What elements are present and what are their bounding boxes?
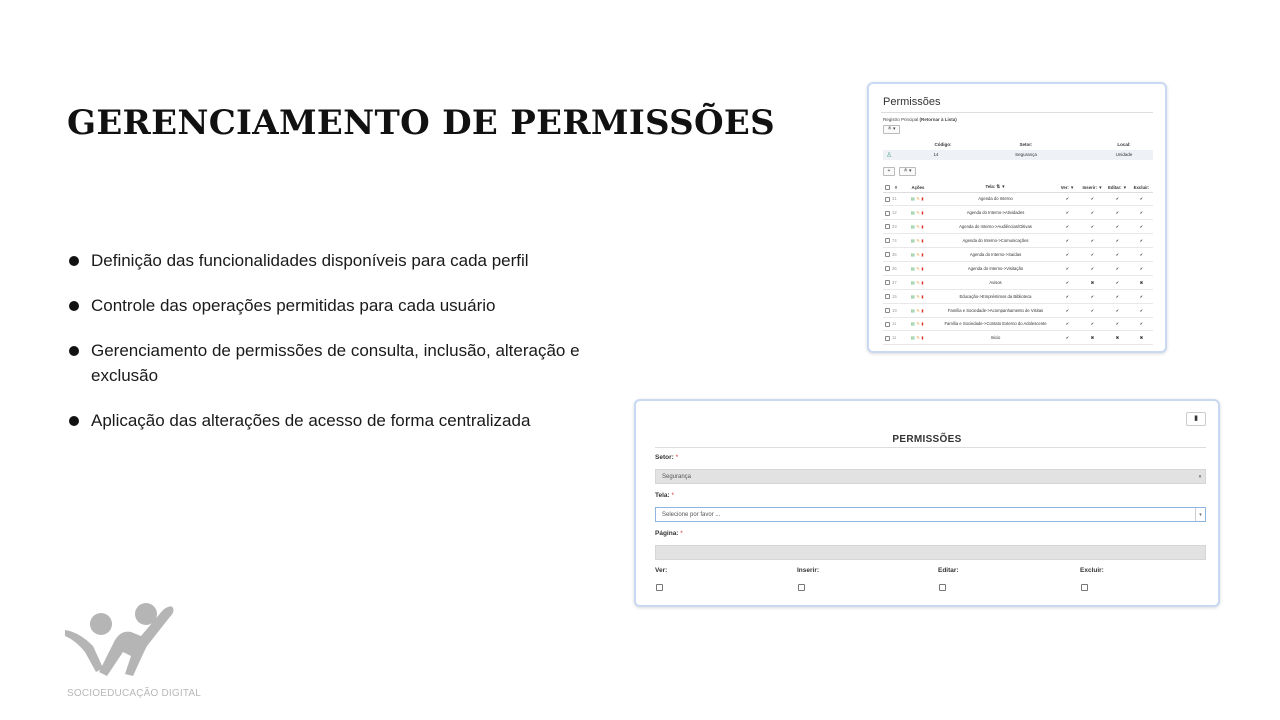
- row-actions: [900, 289, 936, 303]
- row-excluir-status: ✖: [1130, 331, 1153, 345]
- view-icon[interactable]: ▤: [910, 210, 917, 216]
- row-checkbox[interactable]: [885, 197, 890, 202]
- row-inserir-status: ✔: [1080, 206, 1105, 220]
- row-actions: [900, 261, 936, 275]
- record-header: [883, 142, 1153, 149]
- return-to-list-link[interactable]: (Retornar à Lista): [919, 117, 957, 122]
- row-excluir-status: ✔: [1130, 192, 1153, 206]
- select-all-checkbox[interactable]: [885, 185, 890, 190]
- slide-title: GERENCIAMENTO DE PERMISSÕES: [67, 103, 775, 143]
- table-row[interactable]: [883, 317, 1153, 331]
- setor-header: Setor:: [1019, 142, 1033, 147]
- row-tela: Família e Sociedade->Contato Externo do Adolescente: [936, 317, 1055, 331]
- view-icon[interactable]: ▤: [910, 293, 917, 299]
- row-excluir-status: ✔: [1130, 303, 1153, 317]
- edit-icon[interactable]: ✎: [916, 265, 922, 271]
- row-actions: [900, 234, 936, 248]
- bullet-dot-icon: [69, 416, 79, 426]
- pagina-label: Página: *: [655, 530, 683, 537]
- row-ver-status: ✔: [1055, 275, 1080, 289]
- tela-select[interactable]: Selecione por favor ... ▾: [655, 507, 1206, 522]
- delete-icon[interactable]: ▮: [921, 252, 926, 257]
- row-actions: [900, 248, 936, 262]
- editar-label: Editar:: [938, 567, 959, 574]
- row-actions: [900, 206, 936, 220]
- edit-icon[interactable]: ✎: [916, 224, 922, 230]
- form-title: PERMISSÕES: [892, 434, 962, 445]
- codigo-header: Código:: [934, 142, 952, 147]
- row-actions: [900, 275, 936, 289]
- row-tela: Agenda do Interno->Comunicações: [936, 234, 1055, 248]
- bullet-list: [68, 248, 608, 453]
- row-tela: Agenda do Interno->Atividades: [936, 206, 1055, 220]
- row-actions: [900, 317, 936, 331]
- row-actions: [900, 331, 936, 345]
- row-checkbox-cell: [883, 275, 892, 289]
- row-tela: Avisos: [936, 275, 1055, 289]
- tela-column-header[interactable]: Tela: ⇅ ▼: [936, 183, 1055, 192]
- excluir-column-header[interactable]: Excluir:: [1130, 183, 1153, 192]
- excluir-label: Excluir:: [1080, 567, 1104, 574]
- view-icon[interactable]: ▤: [910, 307, 917, 313]
- permissions-list-screenshot: [867, 82, 1167, 353]
- row-ver-status: ✔: [1055, 331, 1080, 345]
- view-icon[interactable]: ▤: [910, 224, 917, 230]
- row-editar-status: ✔: [1105, 220, 1130, 234]
- edit-icon[interactable]: ✎: [916, 210, 922, 216]
- row-number: 36: [892, 261, 900, 275]
- ver-checkbox[interactable]: [656, 584, 663, 591]
- bullet-dot-icon: [69, 346, 79, 356]
- delete-icon[interactable]: ▮: [921, 210, 926, 216]
- row-checkbox[interactable]: [885, 211, 890, 216]
- row-inserir-status: ✔: [1080, 261, 1105, 275]
- row-inserir-status: ✔: [1080, 234, 1105, 248]
- edit-icon[interactable]: ✎: [916, 335, 922, 341]
- row-ver-status: ✔: [1055, 289, 1080, 303]
- list-title: Permissões: [883, 96, 941, 108]
- row-actions: [900, 220, 936, 234]
- permissions-table: [883, 183, 1153, 345]
- row-checkbox[interactable]: [885, 252, 890, 257]
- table-row[interactable]: [883, 220, 1153, 234]
- edit-icon[interactable]: ✎: [916, 252, 922, 257]
- bullet-item: Gerenciamento de permissões de consulta, inclusão, alteração e exclusão: [68, 338, 608, 388]
- row-checkbox[interactable]: [885, 336, 890, 341]
- row-inserir-status: ✔: [1080, 303, 1105, 317]
- view-icon[interactable]: ▤: [910, 196, 917, 202]
- row-checkbox-cell: [883, 289, 892, 303]
- row-excluir-status: ✔: [1130, 206, 1153, 220]
- setor-select: Segurança ▾: [655, 469, 1206, 484]
- edit-icon[interactable]: ✎: [916, 196, 922, 202]
- record-menu-button[interactable]: ≗ ▾: [883, 125, 900, 134]
- view-icon[interactable]: ▤: [910, 265, 917, 271]
- pagina-field: [655, 545, 1206, 560]
- row-checkbox-cell: [883, 303, 892, 317]
- ver-column-header[interactable]: Ver: ▼: [1055, 183, 1080, 192]
- row-inserir-status: ✔: [1080, 289, 1105, 303]
- bullet-item: Definição das funcionalidades disponíveis para cada perfil: [68, 248, 608, 273]
- table-row[interactable]: [883, 206, 1153, 220]
- editar-checkbox[interactable]: [939, 584, 946, 591]
- table-row[interactable]: [883, 234, 1153, 248]
- footer-brand-text: SOCIOEDUCAÇÃO DIGITAL: [67, 688, 202, 699]
- row-editar-status: ✔: [1105, 261, 1130, 275]
- row-checkbox[interactable]: [885, 322, 890, 327]
- row-ver-status: ✔: [1055, 192, 1080, 206]
- view-icon[interactable]: ▤: [910, 252, 917, 257]
- logo-icon: [63, 602, 185, 676]
- bullet-item: Controle das operações permitidas para cada usuário: [68, 293, 608, 318]
- row-number: 15: [892, 289, 900, 303]
- row-excluir-status: ✔: [1130, 234, 1153, 248]
- setor-label: Setor: *: [655, 454, 679, 461]
- row-checkbox[interactable]: [885, 238, 890, 243]
- inserir-label: Inserir:: [797, 567, 820, 574]
- bullet-dot-icon: [69, 301, 79, 311]
- edit-icon[interactable]: ✎: [916, 321, 922, 327]
- row-inserir-status: ✔: [1080, 220, 1105, 234]
- delete-icon[interactable]: ▮: [921, 293, 926, 299]
- table-row[interactable]: [883, 192, 1153, 206]
- row-excluir-status: ✖: [1130, 275, 1153, 289]
- row-excluir-status: ✔: [1130, 220, 1153, 234]
- row-editar-status: ✖: [1105, 331, 1130, 345]
- table-row[interactable]: [883, 289, 1153, 303]
- row-editar-status: ✔: [1105, 303, 1130, 317]
- view-icon[interactable]: ▤: [910, 279, 917, 285]
- edit-icon[interactable]: ✎: [916, 279, 922, 285]
- table-row[interactable]: [883, 248, 1153, 262]
- codigo-value: 14: [933, 152, 939, 157]
- row-editar-status: ✔: [1105, 317, 1130, 331]
- editar-column-header[interactable]: Editar: ▼: [1105, 183, 1130, 192]
- row-ver-status: ✔: [1055, 234, 1080, 248]
- actions-column-header: Ações: [900, 183, 936, 192]
- setor-value: Segurança: [1015, 152, 1037, 157]
- row-checkbox[interactable]: [885, 294, 890, 299]
- row-actions: [900, 303, 936, 317]
- row-ver-status: ✔: [1055, 206, 1080, 220]
- row-checkbox-cell: [883, 220, 892, 234]
- row-checkbox[interactable]: [885, 266, 890, 271]
- row-checkbox-cell: [883, 317, 892, 331]
- delete-icon[interactable]: ▮: [921, 265, 926, 271]
- view-icon[interactable]: ▤: [910, 335, 917, 341]
- chevron-down-icon: ▾: [1198, 474, 1202, 480]
- delete-icon[interactable]: ▮: [921, 335, 926, 341]
- form-title-divider: [655, 447, 1206, 448]
- row-inserir-status: ✖: [1080, 275, 1105, 289]
- row-checkbox-cell: [883, 331, 892, 345]
- excluir-checkbox[interactable]: [1081, 584, 1088, 591]
- edit-icon[interactable]: ✎: [916, 238, 922, 244]
- row-number: 11: [892, 317, 900, 331]
- row-tela: Agenda do Interno->Audiências/Oitivas: [936, 220, 1055, 234]
- row-editar-status: ✔: [1105, 275, 1130, 289]
- row-number: 31: [892, 192, 900, 206]
- local-header: Local:: [1117, 142, 1131, 147]
- trash-icon[interactable]: ▮: [1186, 412, 1206, 426]
- row-tela: Agenda do Interno->Visitação: [936, 261, 1055, 275]
- row-excluir-status: ✔: [1130, 261, 1153, 275]
- delete-icon[interactable]: ▮: [921, 321, 926, 327]
- row-ver-status: ✔: [1055, 220, 1080, 234]
- ver-label: Ver:: [655, 567, 668, 574]
- row-number: 33: [892, 220, 900, 234]
- row-number: 11: [892, 331, 900, 345]
- row-number: 37: [892, 275, 900, 289]
- edit-icon[interactable]: ✎: [916, 293, 922, 299]
- row-excluir-status: ✔: [1130, 248, 1153, 262]
- row-excluir-status: ✔: [1130, 289, 1153, 303]
- row-number: 12: [892, 206, 900, 220]
- delete-icon[interactable]: ▮: [921, 279, 926, 285]
- delete-icon[interactable]: ▮: [921, 238, 926, 244]
- row-inserir-status: ✔: [1080, 248, 1105, 262]
- row-editar-status: ✔: [1105, 192, 1130, 206]
- row-number: 19: [892, 303, 900, 317]
- num-column-header: #: [892, 183, 900, 192]
- row-editar-status: ✔: [1105, 289, 1130, 303]
- row-checkbox-cell: [883, 192, 892, 206]
- permissions-form-screenshot: [634, 399, 1220, 607]
- row-tela: Educação->Empréstimos da Biblioteca: [936, 289, 1055, 303]
- row-checkbox-cell: [883, 234, 892, 248]
- row-checkbox[interactable]: [885, 308, 890, 313]
- bullet-item: Aplicação das alterações de acesso de forma centralizada: [68, 408, 608, 433]
- row-tela: Família e Sociedade->Acompanhamento de Visitas: [936, 303, 1055, 317]
- row-ver-status: ✔: [1055, 303, 1080, 317]
- row-editar-status: ✔: [1105, 248, 1130, 262]
- row-checkbox-cell: [883, 248, 892, 262]
- row-tela: Agenda do Interno->Saídas: [936, 248, 1055, 262]
- view-icon[interactable]: ▤: [910, 238, 917, 244]
- row-inserir-status: ✔: [1080, 192, 1105, 206]
- row-number: 35: [892, 248, 900, 262]
- record-subtitle: Registro Principal (Retornar à Lista): [883, 117, 957, 122]
- row-editar-status: ✔: [1105, 234, 1130, 248]
- row-tela: Inicio: [936, 331, 1055, 345]
- row-ver-status: ✔: [1055, 248, 1080, 262]
- row-inserir-status: ✖: [1080, 331, 1105, 345]
- inserir-checkbox[interactable]: [798, 584, 805, 591]
- bullet-dot-icon: [69, 256, 79, 266]
- table-row[interactable]: [883, 331, 1153, 345]
- row-checkbox[interactable]: [885, 280, 890, 285]
- row-ver-status: ✔: [1055, 261, 1080, 275]
- row-inserir-status: ✔: [1080, 317, 1105, 331]
- users-icon: ♙: [886, 152, 893, 159]
- table-row[interactable]: [883, 261, 1153, 275]
- record-row[interactable]: [883, 150, 1153, 160]
- delete-icon[interactable]: ▮: [921, 307, 926, 313]
- row-excluir-status: ✔: [1130, 317, 1153, 331]
- row-actions: [900, 192, 936, 206]
- title-divider: [881, 112, 1153, 113]
- row-editar-status: ✔: [1105, 206, 1130, 220]
- chevron-down-icon[interactable]: ▾: [1195, 508, 1205, 521]
- delete-icon[interactable]: ▮: [921, 224, 926, 230]
- table-row[interactable]: [883, 303, 1153, 317]
- row-checkbox-cell: [883, 206, 892, 220]
- delete-icon[interactable]: ▮: [921, 196, 926, 202]
- local-value: Unidade: [1115, 152, 1133, 157]
- row-checkbox[interactable]: [885, 224, 890, 229]
- tela-label: Tela: *: [655, 492, 675, 499]
- view-icon[interactable]: ▤: [910, 321, 917, 327]
- row-checkbox-cell: [883, 261, 892, 275]
- table-header-row: [883, 183, 1153, 192]
- table-row[interactable]: [883, 275, 1153, 289]
- row-ver-status: ✔: [1055, 317, 1080, 331]
- table-menu-button[interactable]: ≗ ▾: [899, 167, 916, 176]
- edit-icon[interactable]: ✎: [916, 307, 922, 313]
- row-tela: Agenda do Interno: [936, 192, 1055, 206]
- inserir-column-header[interactable]: Inserir: ▼: [1080, 183, 1105, 192]
- add-button[interactable]: +: [883, 167, 895, 176]
- row-number: 74: [892, 234, 900, 248]
